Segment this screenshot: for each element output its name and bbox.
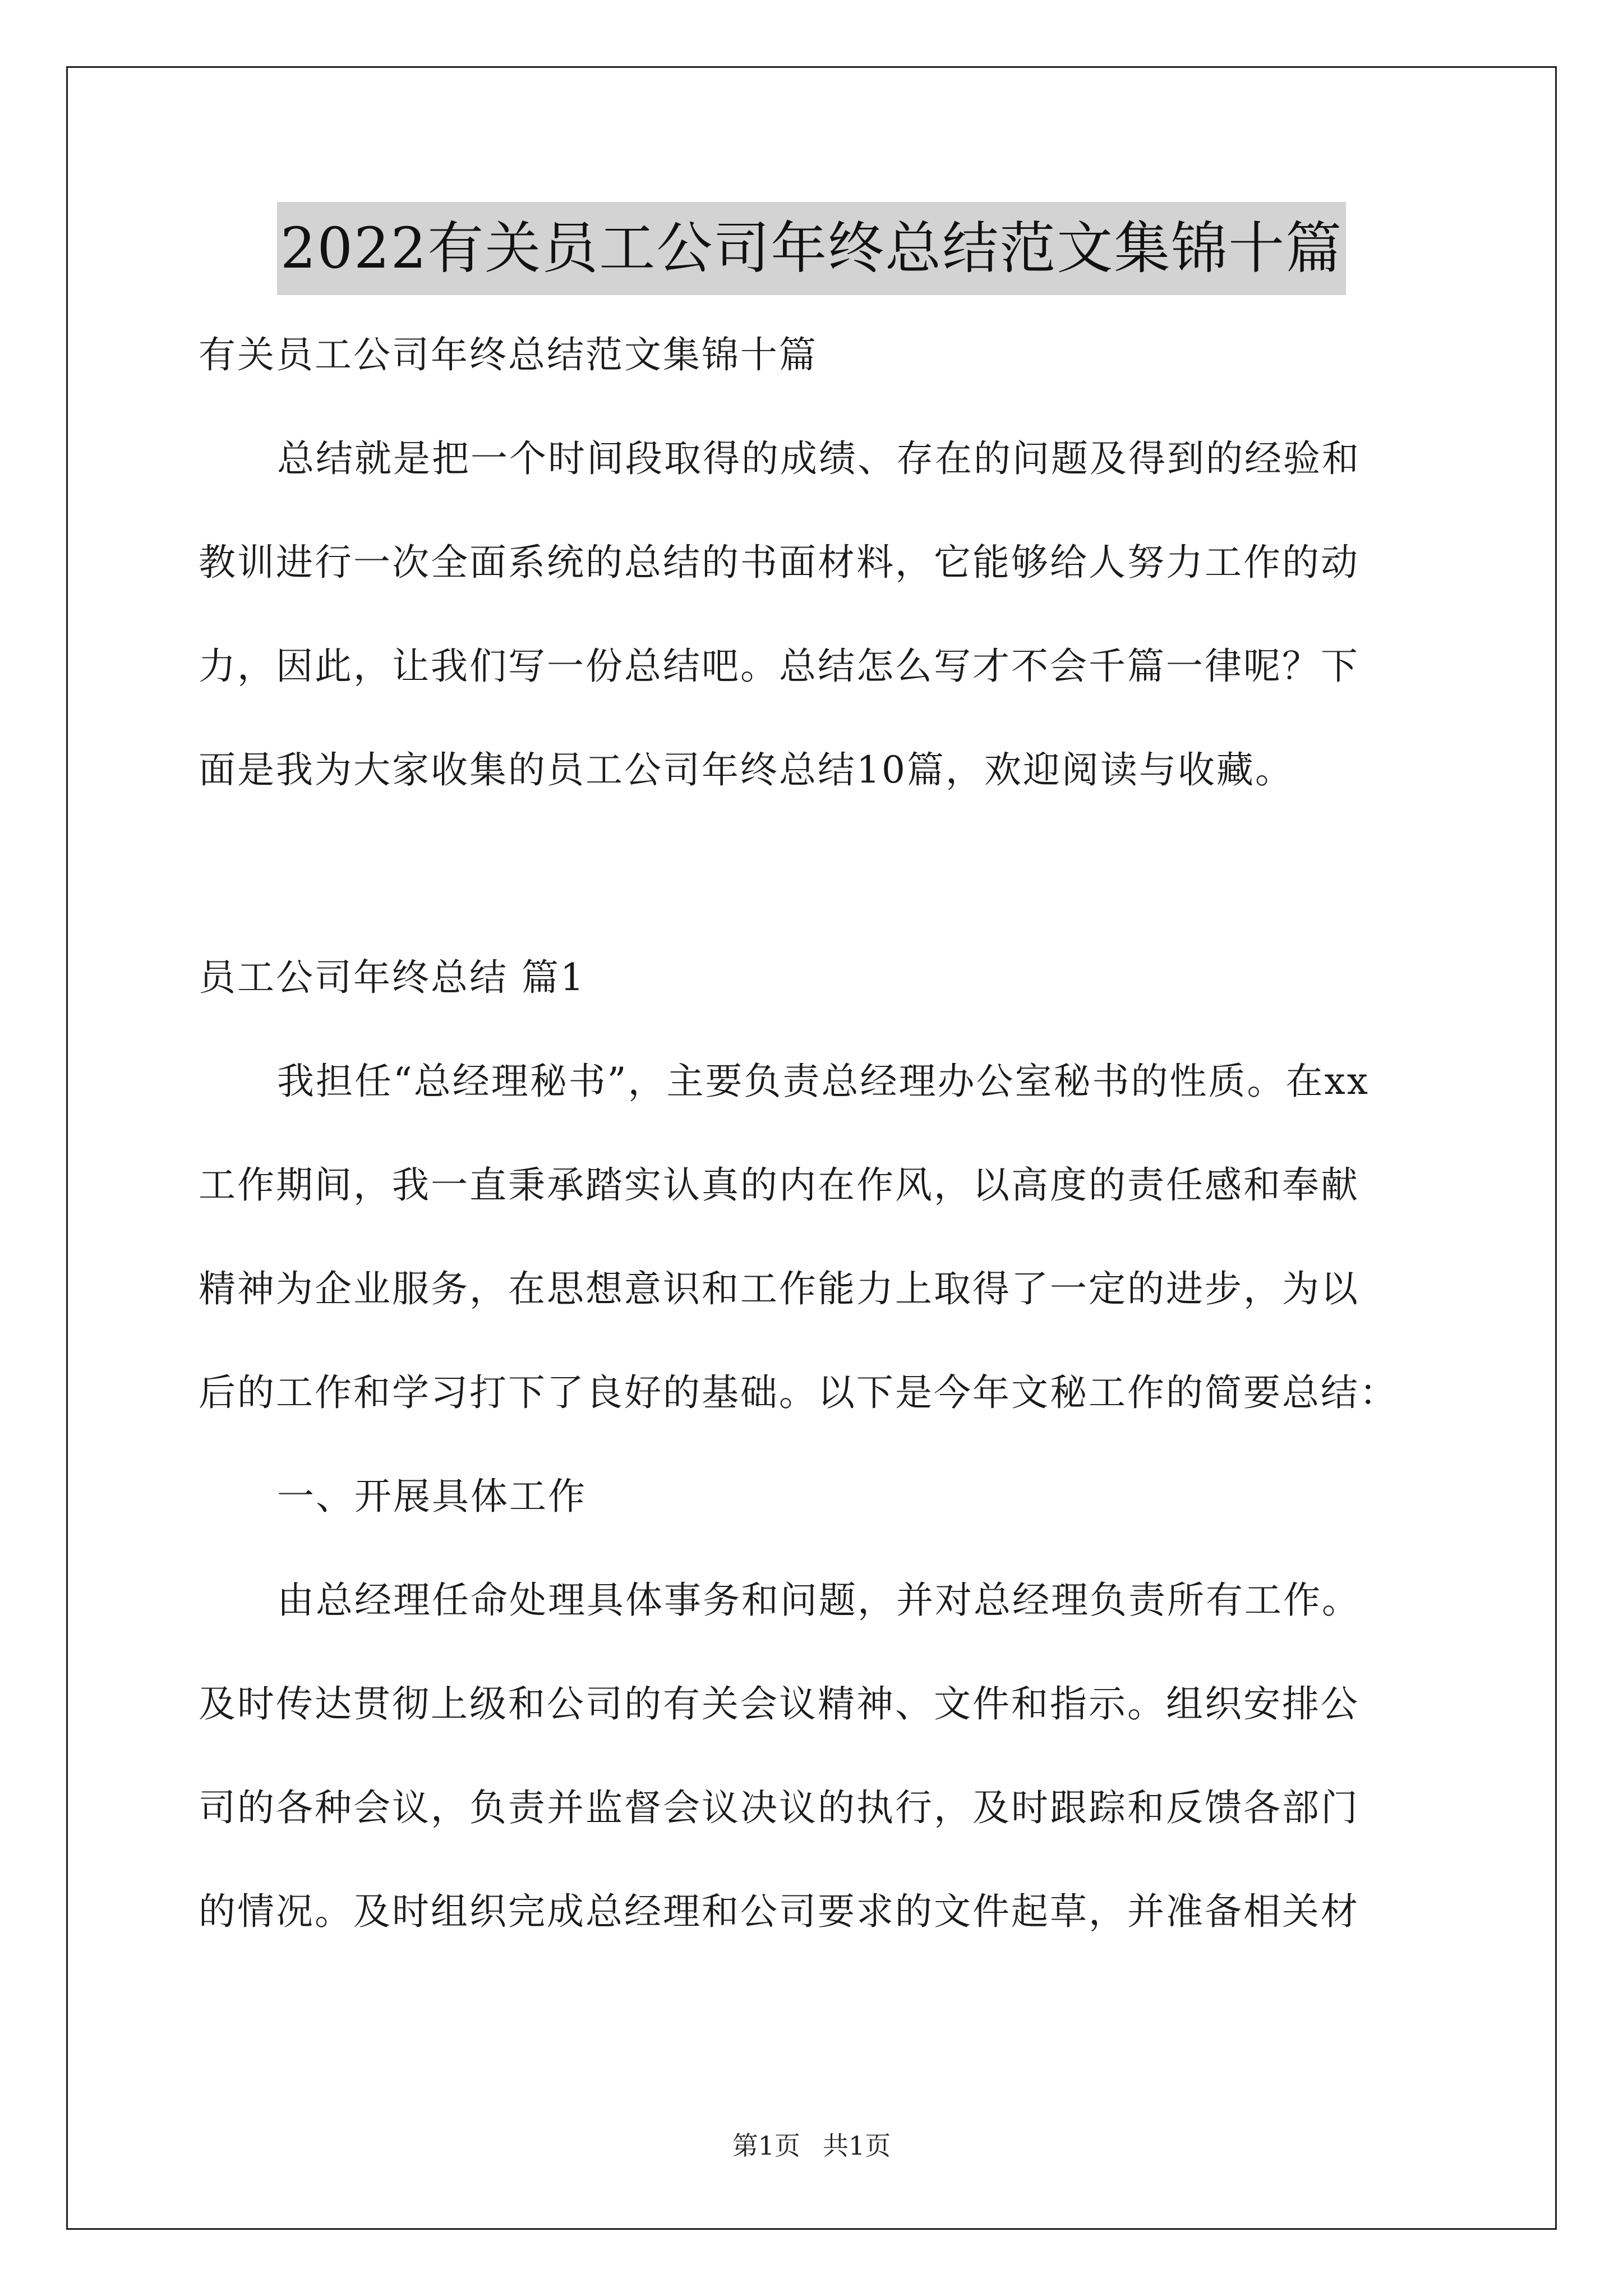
subsection-heading: 一、开展具体工作	[277, 1475, 587, 1518]
document-title: 2022有关员工公司年终总结范文集锦十篇	[277, 202, 1347, 295]
page-number: 第1页	[732, 2131, 800, 2161]
body-line: 面是我为大家收集的员工公司年终总结10篇，欢迎阅读与收藏。	[199, 748, 1294, 792]
title-container	[0, 202, 1623, 295]
subtitle-line: 有关员工公司年终总结范文集锦十篇	[199, 333, 818, 376]
body-line: 由总经理任命处理具体事务和问题，并对总经理负责所有工作。	[277, 1579, 1361, 1622]
page-total: 共1页	[823, 2131, 891, 2161]
body-line: 我担任“总经理秘书”，主要负责总经理办公室秘书的性质。在xx	[277, 1060, 1370, 1103]
document-body	[199, 303, 1430, 1963]
paragraph-gap	[199, 822, 1430, 926]
body-line: 后的工作和学习打下了良好的基础。以下是今年文秘工作的简要总结：	[199, 1371, 1398, 1414]
body-line: 工作期间，我一直秉承踏实认真的内在作风，以高度的责任感和奉献	[199, 1163, 1359, 1207]
body-line: 司的各种会议，负责并监督会议决议的执行，及时跟踪和反馈各部门	[199, 1786, 1359, 1829]
body-line: 精神为企业服务，在思想意识和工作能力上取得了一定的进步，为以	[199, 1267, 1359, 1310]
body-line: 教训进行一次全面系统的总结的书面材料，它能够给人努力工作的动	[199, 541, 1359, 584]
body-line: 及时传达贯彻上级和公司的有关会议精神、文件和指示。组织安排公	[199, 1682, 1359, 1726]
section-heading: 员工公司年终总结 篇1	[199, 956, 585, 999]
body-line: 的情况。及时组织完成总经理和公司要求的文件起草，并准备相关材	[199, 1890, 1359, 1933]
page-footer	[0, 2129, 1623, 2162]
body-line: 力，因此，让我们写一份总结吧。总结怎么写才不会千篇一律呢？下	[199, 645, 1359, 688]
body-line: 总结就是把一个时间段取得的成绩、存在的问题及得到的经验和	[277, 437, 1361, 480]
